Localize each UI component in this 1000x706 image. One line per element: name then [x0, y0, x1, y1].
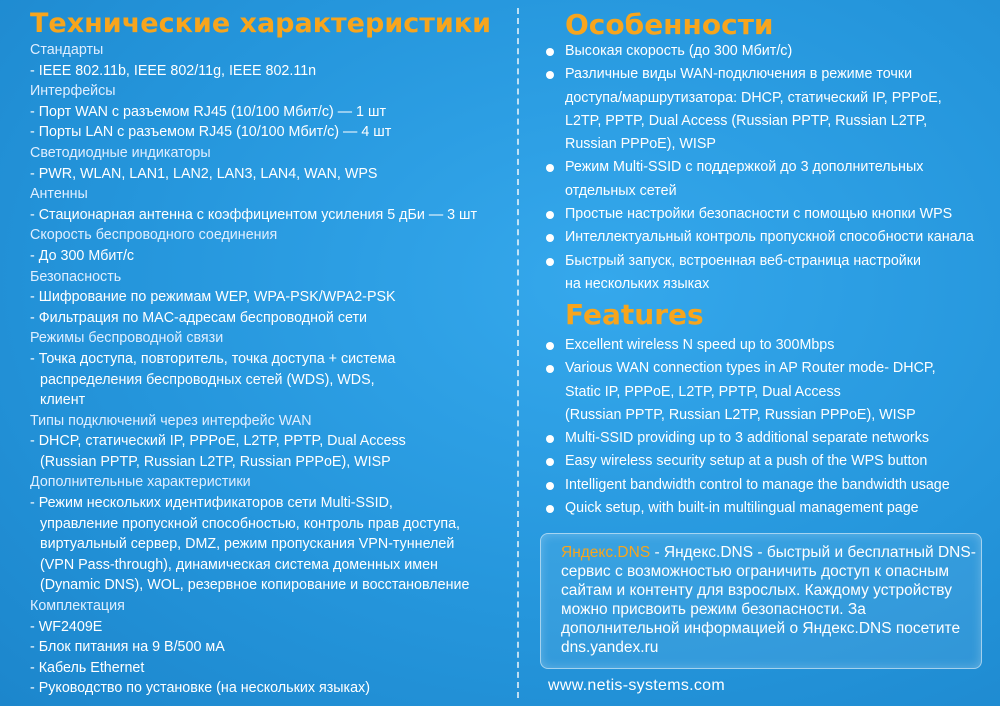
bullet-icon	[545, 63, 565, 86]
spec-line: - Кабель Ethernet	[30, 659, 145, 676]
yandex-dns-text	[561, 543, 976, 657]
bullet-icon	[545, 203, 565, 226]
features-en-title: Features	[565, 298, 704, 331]
specs-list	[30, 40, 500, 699]
bullet-icon	[545, 334, 565, 357]
spec-line: управление пропускной способностью, контроль прав доступа,	[40, 515, 461, 532]
bullet-icon	[545, 497, 565, 520]
bullet-icon	[545, 450, 565, 473]
spec-heading: Безопасность	[30, 268, 122, 285]
spec-line: - Режим нескольких идентификаторов сети Multi-SSID,	[30, 495, 393, 512]
bullet-icon	[545, 427, 565, 450]
feature-item	[545, 334, 990, 357]
spec-line: (Dynamic DNS), WOL, резервное копирование и восстановление	[40, 577, 470, 594]
spec-line: - Фильтрация по MAC-адресам беспроводной сети	[30, 309, 368, 326]
spec-heading: Дополнительные характеристики	[30, 474, 251, 491]
spec-line: распределения беспроводных сетей (WDS), WDS,	[40, 371, 375, 388]
spec-heading: Светодиодные индикаторы	[30, 144, 211, 161]
feature-item	[545, 250, 990, 297]
feature-text: Quick setup, with built-in multilingual management page	[565, 500, 919, 517]
spec-heading: Стандарты	[30, 42, 104, 58]
feature-item	[545, 427, 990, 450]
feature-text: Интеллектуальный контроль пропускной способности канала	[565, 229, 974, 246]
features-en-list	[545, 334, 990, 520]
feature-item	[545, 63, 990, 156]
website-url: www.netis-systems.com	[548, 677, 725, 694]
feature-item	[545, 40, 990, 63]
spec-line: - IEEE 802.11b, IEEE 802/11g, IEEE 802.11n	[30, 62, 317, 79]
bullet-icon	[545, 250, 565, 273]
dashed-divider	[517, 8, 519, 698]
feature-text: доступа/маршрутизатора: DHCP, статический IP, PPPoE,	[565, 89, 942, 106]
feature-text: Excellent wireless N speed up to 300Mbps	[565, 337, 835, 353]
feature-text: Russian PPPoE), WISP	[565, 136, 716, 153]
feature-item	[545, 474, 990, 497]
spec-line: - Шифрование по режимам WEP, WPA-PSK/WPA2-PSK	[30, 289, 396, 306]
feature-item	[545, 357, 990, 427]
feature-item	[545, 203, 990, 226]
spec-line: клиент	[40, 392, 86, 409]
feature-item	[545, 226, 990, 249]
feature-text: отдельных сетей	[565, 182, 677, 199]
spec-line: (Russian PPTP, Russian L2TP, Russian PPPoE), WISP	[40, 453, 391, 470]
feature-text: Высокая скорость (до 300 Мбит/с)	[565, 43, 793, 59]
yandex-dns-description: - Яндекс.DNS - быстрый и бесплатный DNS-сервис с возможностью ограничить доступ к опасным сайтам и контенту для взрослых. Каждому устройству можно присвоить режим безопасности. За дополнительной информацией о Яндекс.DNS посетите dns.yandex.ru	[561, 544, 976, 656]
spec-heading: Интерфейсы	[30, 83, 116, 100]
spec-line: - PWR, WLAN, LAN1, LAN2, LAN3, LAN4, WAN, WPS	[30, 165, 378, 182]
bullet-icon	[545, 474, 565, 497]
feature-item	[545, 156, 990, 203]
yandex-dns-box	[540, 533, 982, 669]
feature-text: Простые настройки безопасности с помощью кнопки WPS	[565, 206, 953, 223]
feature-text: Various WAN connection types in AP Router mode- DHCP,	[565, 360, 936, 377]
spec-line: - Руководство по установке (на нескольких языках)	[30, 680, 370, 697]
spec-line: - DHCP, статический IP, PPPoE, L2TP, PPTP, Dual Access	[30, 433, 406, 450]
bullet-icon	[545, 226, 565, 249]
feature-text: Easy wireless security setup at a push of the WPS button	[565, 453, 928, 470]
feature-item	[545, 497, 990, 520]
spec-heading: Типы подключений через интерфейс WAN	[30, 412, 312, 429]
spec-line: - Блок питания на 9 В/500 мА	[30, 639, 225, 656]
spec-line: - WF2409E	[30, 618, 103, 635]
feature-text: L2TP, PPTP, Dual Access (Russian PPTP, Russian L2TP,	[565, 112, 928, 129]
bullet-icon	[545, 357, 565, 380]
feature-text: (Russian PPTP, Russian L2TP, Russian PPPoE), WISP	[565, 406, 916, 423]
spec-line: - Порт WAN с разъемом RJ45 (10/100 Мбит/с) — 1 шт	[30, 103, 386, 120]
spec-line: (VPN Pass-through), динамическая система доменных имен	[40, 556, 438, 573]
spec-line: - До 300 Мбит/с	[30, 247, 135, 264]
spec-heading: Режимы беспроводной связи	[30, 330, 224, 347]
feature-text: Режим Multi-SSID с поддержкой до 3 дополнительных	[565, 159, 924, 176]
feature-text: Различные виды WAN-подключения в режиме точки	[565, 66, 913, 83]
feature-text: Intelligent bandwidth control to manage the bandwidth usage	[565, 476, 950, 493]
feature-item	[545, 450, 990, 473]
features-ru-list	[545, 40, 990, 296]
feature-text: Multi-SSID providing up to 3 additional separate networks	[565, 430, 929, 447]
bullet-icon	[545, 156, 565, 179]
features-ru-title: Особенности	[565, 8, 774, 41]
spec-line: - Точка доступа, повторитель, точка доступа + система	[30, 350, 396, 367]
bullet-icon	[545, 40, 565, 63]
spec-heading: Антенны	[30, 186, 88, 203]
feature-text: Static IP, PPPoE, L2TP, PPTP, Dual Access	[565, 383, 841, 400]
feature-text: Быстрый запуск, встроенная веб-страница настройки	[565, 252, 922, 269]
feature-text: на нескольких языках	[565, 275, 710, 292]
yandex-dns-logo: Яндекс.DNS	[561, 544, 651, 561]
spec-heading: Комплектация	[30, 598, 125, 615]
spec-line: - Стационарная антенна с коэффициентом усиления 5 дБи — 3 шт	[30, 206, 478, 223]
spec-line: виртуальный сервер, DMZ, режим пропускания VPN-туннелей	[40, 536, 455, 553]
spec-heading: Скорость беспроводного соединения	[30, 227, 278, 244]
spec-line: - Порты LAN с разъемом RJ45 (10/100 Мбит/с) — 4 шт	[30, 124, 392, 141]
specs-title: Технические характеристики	[30, 8, 492, 39]
